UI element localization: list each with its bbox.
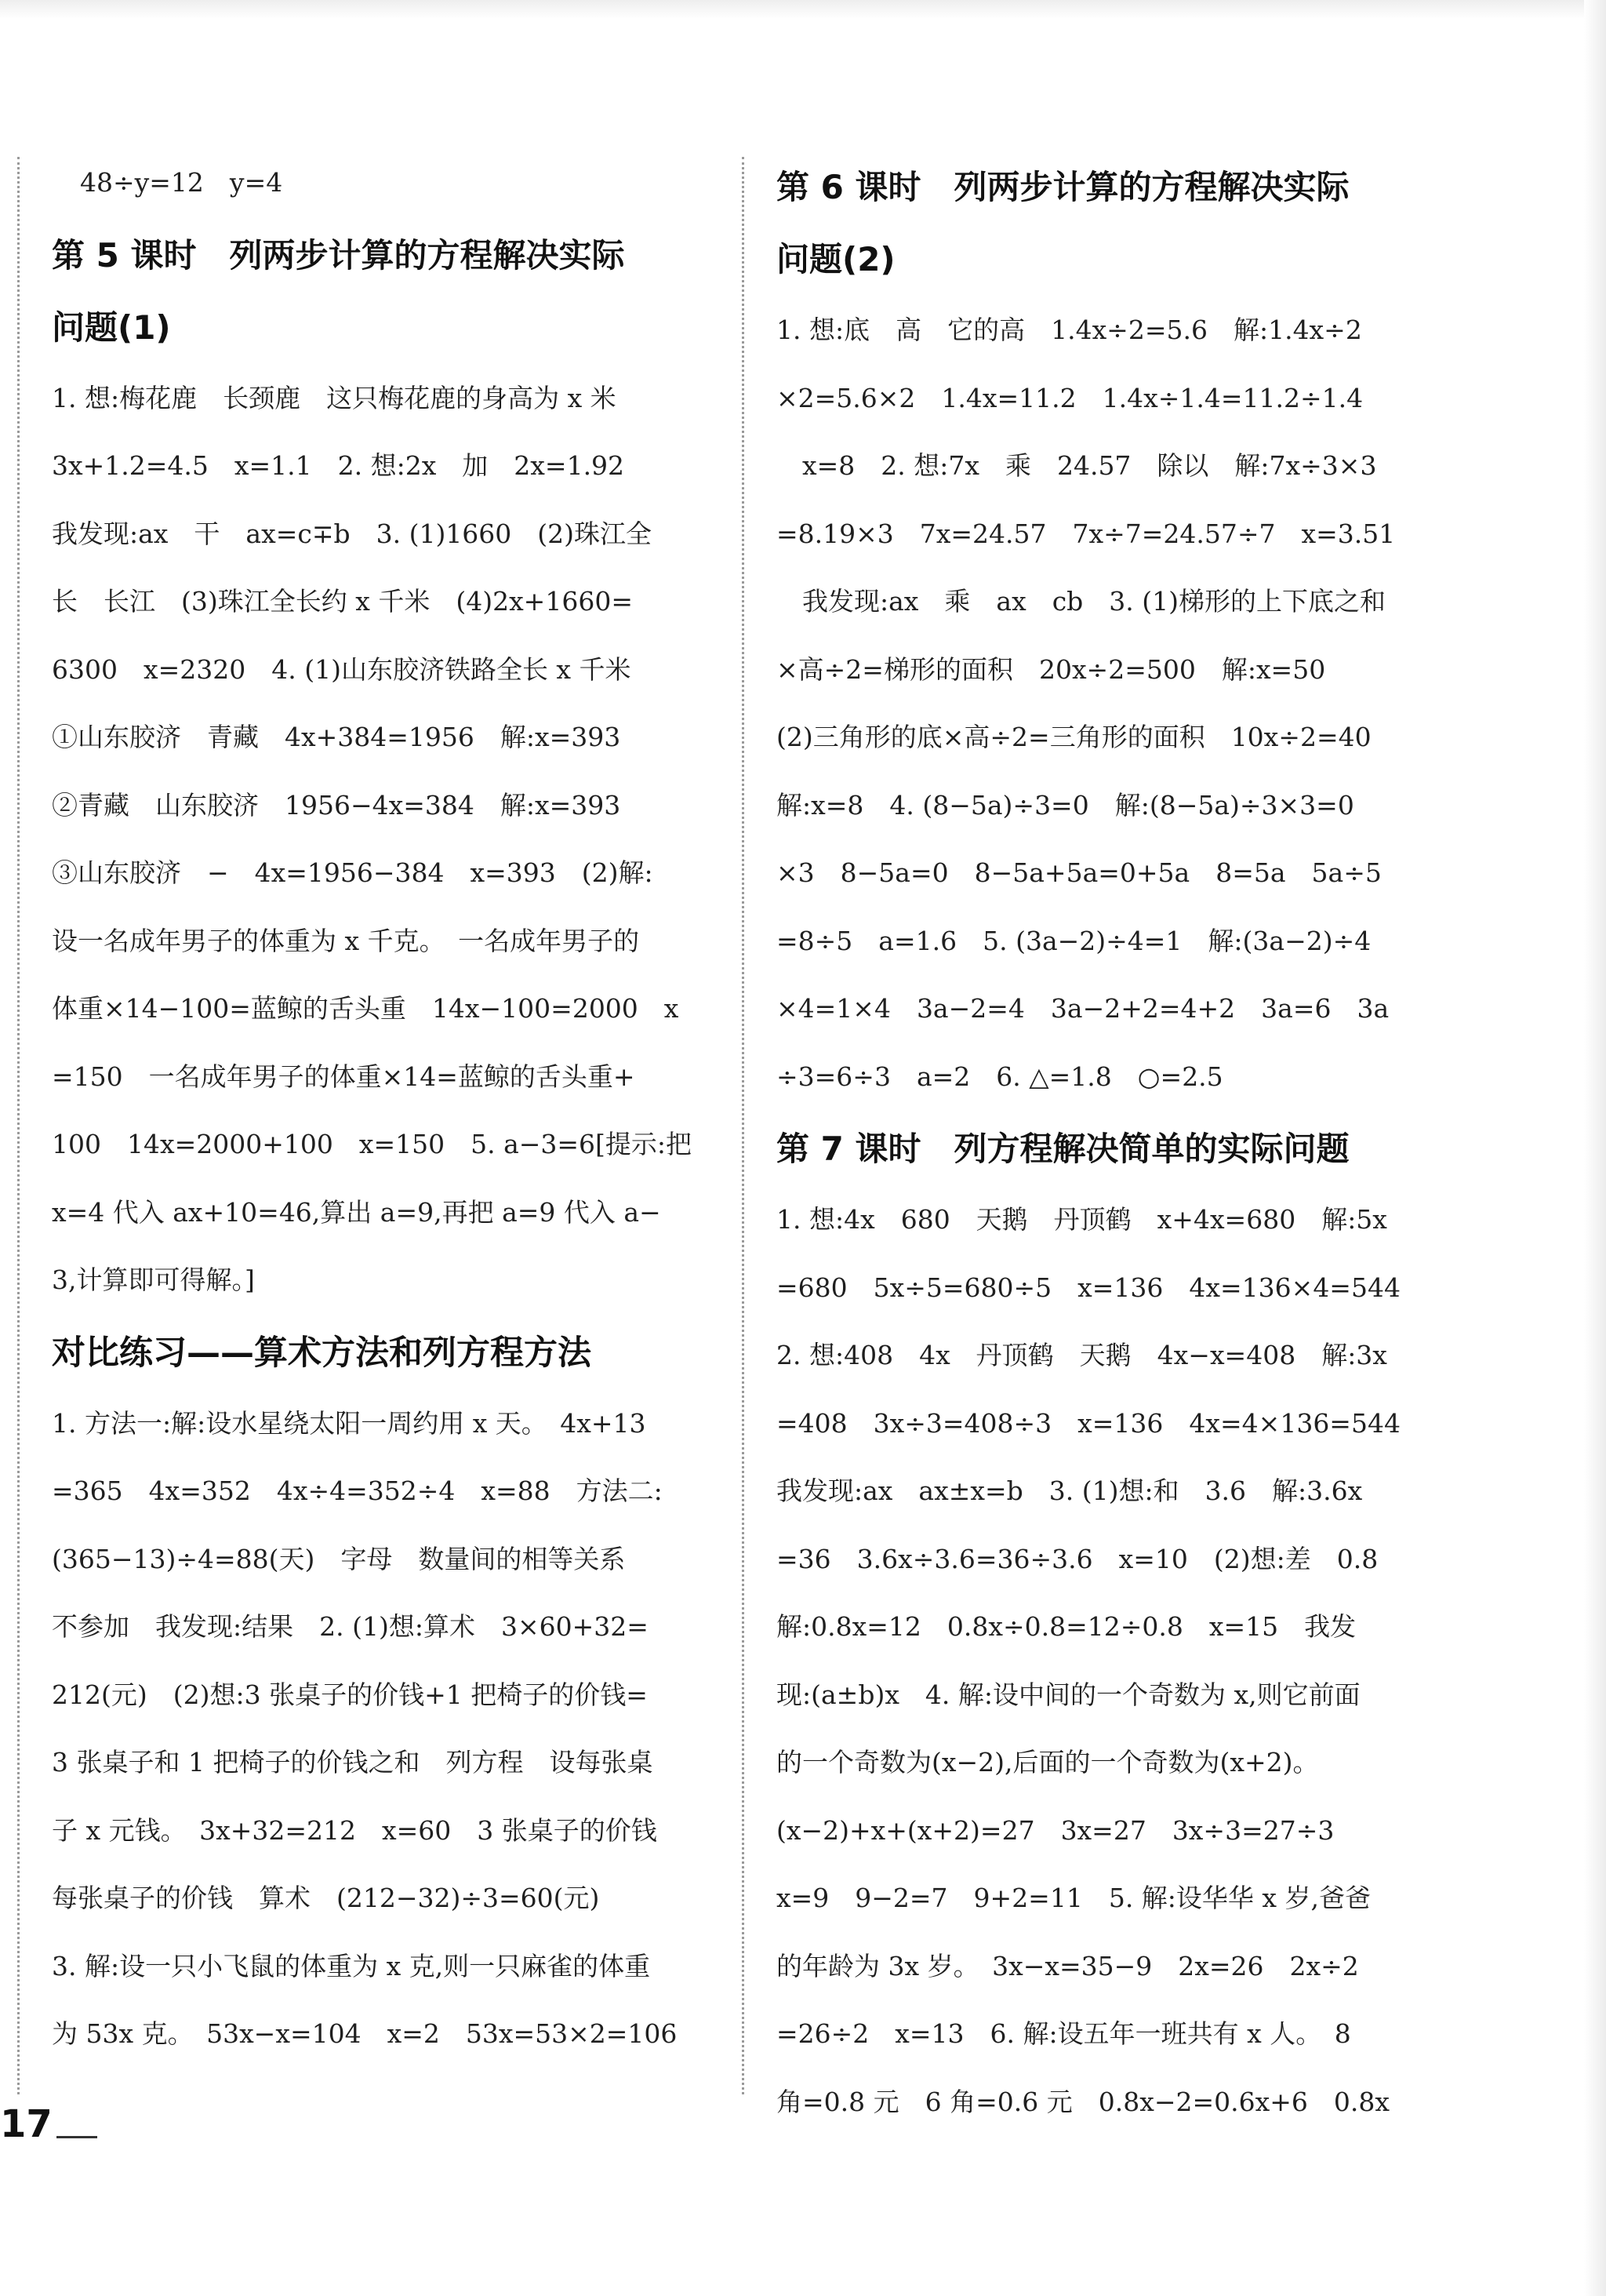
left-margin-dotted-rule (17, 157, 20, 2094)
answer-line: 3 张桌子和 1 把椅子的价钱之和 列方程 设每张桌 (52, 1747, 653, 1777)
answer-line: 1. 想:梅花鹿 长颈鹿 这只梅花鹿的身高为 x 米 (52, 382, 616, 413)
lesson5-answers (52, 365, 726, 1315)
answer-line: ②青藏 山东胶济 1956−4x=384 解:x=393 (52, 789, 621, 821)
page-number: 17 (0, 2102, 53, 2146)
answer-line: 2. 想:408 4x 丹顶鹤 天鹅 4x−x=408 解:3x (776, 1340, 1387, 1370)
answer-line: 体重×14−100=蓝鲸的舌头重 14x−100=2000 x (52, 993, 679, 1024)
answer-line: 现:(a±b)x 4. 解:设中间的一个奇数为 x,则它前面 (776, 1679, 1361, 1710)
answer-line: ×3 8−5a=0 8−5a+5a=0+5a 8=5a 5a÷5 (776, 857, 1382, 888)
scan-shadow-right (1584, 0, 1606, 2296)
continued-answer-line: 48÷y=12 y=4 (80, 167, 283, 198)
answer-line: 的年龄为 3x 岁。 3x−x=35−9 2x=26 2x÷2 (776, 1950, 1359, 1981)
answer-line: x=9 9−2=7 9+2=11 5. 解:设华华 x 岁,爸爸 (776, 1883, 1372, 1913)
answer-line: 每张桌子的价钱 算术 (212−32)÷3=60(元) (52, 1883, 600, 1913)
right-column (776, 149, 1443, 2136)
answer-line: 长 长江 (3)珠江全长约 x 千米 (4)2x+1660= (52, 586, 633, 617)
lesson5-title-line2: 问题(1) (52, 307, 171, 347)
lesson6-title-line1: 第 6 课时 列两步计算的方程解决实际 (776, 168, 1350, 206)
column-divider-dotted-rule (742, 157, 744, 2094)
compare-practice-answers (52, 1390, 726, 2069)
answer-line: 我发现:ax 干 ax=c∓b 3. (1)1660 (2)珠江全 (52, 518, 652, 549)
answer-line: 角=0.8 元 6 角=0.6 元 0.8x−2=0.6x+6 0.8x (776, 2086, 1390, 2117)
answer-line: =36 3.6x÷3.6=36÷3.6 x=10 (2)想:差 0.8 (776, 1543, 1379, 1574)
answer-line: =26÷2 x=13 6. 解:设五年一班共有 x 人。 8 (776, 2018, 1351, 2049)
answer-line: 解:x=8 4. (8−5a)÷3=0 解:(8−5a)÷3×3=0 (776, 789, 1354, 821)
lesson6-title-line2: 问题(2) (776, 240, 896, 278)
answer-line: =150 一名成年男子的体重×14=蓝鲸的舌头重+ (52, 1061, 635, 1092)
answer-line: 不参加 我发现:结果 2. (1)想:算术 3×60+32= (52, 1611, 649, 1642)
answer-line: =680 5x÷5=680÷5 x=136 4x=136×4=544 (776, 1272, 1401, 1303)
lesson6-answers (776, 297, 1443, 1111)
answer-line: ×2=5.6×2 1.4x=11.2 1.4x÷1.4=11.2÷1.4 (776, 382, 1364, 413)
answer-line: 的一个奇数为(x−2),后面的一个奇数为(x+2)。 (776, 1747, 1319, 1777)
answer-line: 1. 想:底 高 它的高 1.4x÷2=5.6 解:1.4x÷2 (776, 315, 1362, 345)
answer-line: ③山东胶济 − 4x=1956−384 x=393 (2)解: (52, 857, 653, 888)
lesson7-title: 第 7 课时 列方程解决简单的实际问题 (776, 1130, 1350, 1168)
answer-line: 3. 解:设一只小飞鼠的体重为 x 克,则一只麻雀的体重 (52, 1950, 651, 1981)
answer-line: 6300 x=2320 4. (1)山东胶济铁路全长 x 千米 (52, 653, 631, 685)
answer-line: 为 53x 克。 53x−x=104 x=2 53x=53×2=106 (52, 2018, 678, 2049)
answer-line: ÷3=6÷3 a=2 6. △=1.8 ○=2.5 (776, 1061, 1223, 1092)
lesson7-answers (776, 1186, 1443, 2136)
answer-line: ①山东胶济 青藏 4x+384=1956 解:x=393 (52, 722, 621, 752)
answer-line: 212(元) (2)想:3 张桌子的价钱+1 把椅子的价钱= (52, 1679, 648, 1710)
lesson5-title-line1: 第 5 课时 列两步计算的方程解决实际 (52, 235, 625, 275)
answer-line: 1. 方法一:解:设水星绕太阳一周约用 x 天。 4x+13 (52, 1407, 646, 1439)
compare-practice-title: 对比练习——算术方法和列方程方法 (52, 1333, 591, 1373)
answer-line: x=8 2. 想:7x 乘 24.57 除以 解:7x÷3×3 (776, 450, 1377, 481)
answer-line: 3,计算即可得解。] (52, 1264, 255, 1295)
answer-line: 100 14x=2000+100 x=150 5. a−3=6[提示:把 (52, 1129, 692, 1159)
answer-line: x=4 代入 ax+10=46,算出 a=9,再把 a=9 代入 a− (52, 1196, 661, 1228)
answer-line: (365−13)÷4=88(天) 字母 数量间的相等关系 (52, 1543, 626, 1574)
page-number-dash (56, 2136, 97, 2138)
answer-line: =408 3x÷3=408÷3 x=136 4x=4×136=544 (776, 1407, 1401, 1439)
answer-line: 我发现:ax 乘 ax cb 3. (1)梯形的上下底之和 (776, 586, 1386, 617)
answer-line: ×高÷2=梯形的面积 20x÷2=500 解:x=50 (776, 653, 1326, 685)
answer-line: (x−2)+x+(x+2)=27 3x=27 3x÷3=27÷3 (776, 1814, 1335, 1846)
answer-line: 1. 想:4x 680 天鹅 丹顶鹤 x+4x=680 解:5x (776, 1204, 1387, 1235)
scan-shadow-top (0, 0, 1606, 19)
answer-line: 3x+1.2=4.5 x=1.1 2. 想:2x 加 2x=1.92 (52, 450, 625, 481)
answer-line: 子 x 元钱。 3x+32=212 x=60 3 张桌子的价钱 (52, 1814, 657, 1846)
left-column (52, 149, 726, 2069)
answer-line: (2)三角形的底×高÷2=三角形的面积 10x÷2=40 (776, 722, 1372, 752)
answer-line: 设一名成年男子的体重为 x 千克。 一名成年男子的 (52, 925, 640, 956)
answer-line: =365 4x=352 4x÷4=352÷4 x=88 方法二: (52, 1475, 663, 1506)
answer-line: 我发现:ax ax±x=b 3. (1)想:和 3.6 解:3.6x (776, 1475, 1363, 1506)
answer-line: 解:0.8x=12 0.8x÷0.8=12÷0.8 x=15 我发 (776, 1611, 1357, 1642)
answer-line: =8÷5 a=1.6 5. (3a−2)÷4=1 解:(3a−2)÷4 (776, 925, 1372, 956)
answer-line: ×4=1×4 3a−2=4 3a−2+2=4+2 3a=6 3a (776, 993, 1390, 1024)
answer-line: =8.19×3 7x=24.57 7x÷7=24.57÷7 x=3.51 (776, 518, 1396, 549)
